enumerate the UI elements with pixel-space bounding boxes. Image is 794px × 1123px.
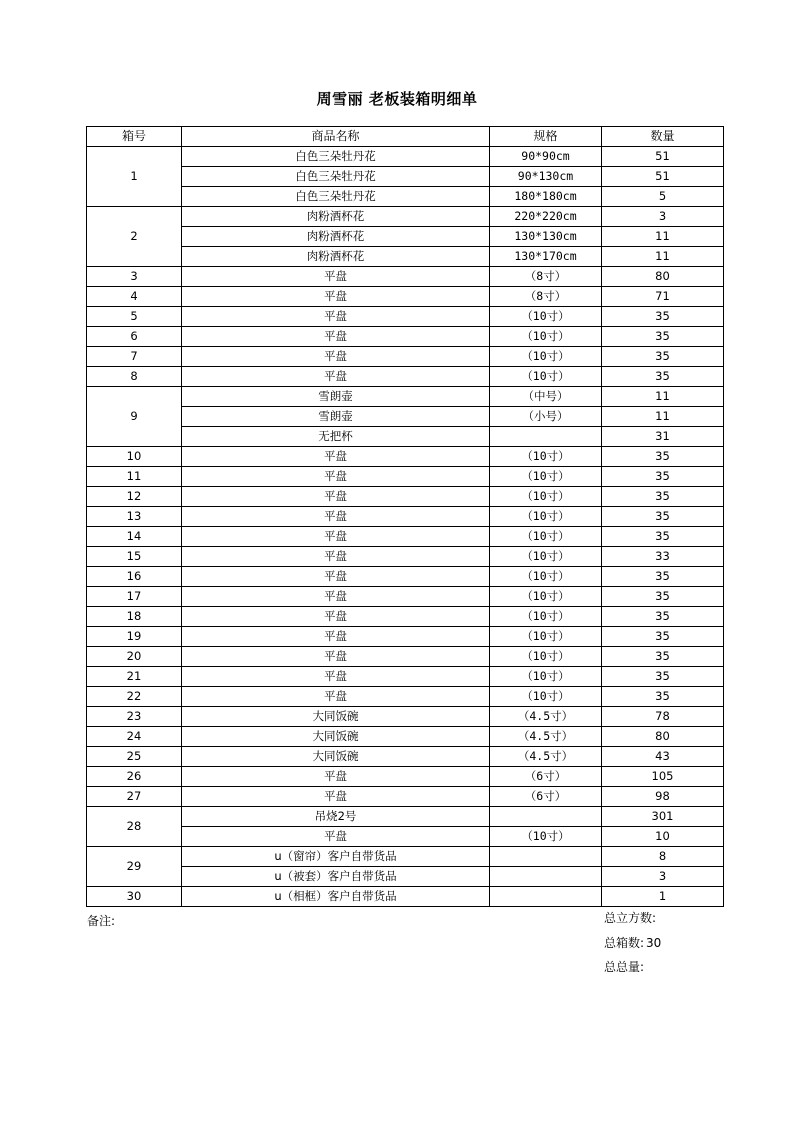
total-boxes-label: 总箱数: [604, 936, 645, 950]
box-number-cell: 4 [87, 287, 182, 307]
box-number-cell: 13 [87, 507, 182, 527]
total-weight-label: 总总量: [604, 960, 645, 974]
total-boxes [604, 934, 661, 951]
packing-table [86, 126, 724, 907]
spec-cell: （10寸） [490, 527, 602, 547]
box-number-cell: 26 [87, 767, 182, 787]
table-row [87, 247, 724, 267]
quantity-cell: 11 [602, 247, 724, 267]
table-row [87, 807, 724, 827]
box-number-cell: 30 [87, 887, 182, 907]
product-name-cell: 平盘 [182, 547, 490, 567]
spec-cell: （10寸） [490, 507, 602, 527]
box-number-cell: 3 [87, 267, 182, 287]
table-row [87, 387, 724, 407]
spec-cell: （10寸） [490, 447, 602, 467]
quantity-cell: 35 [602, 467, 724, 487]
table-row [87, 667, 724, 687]
quantity-cell: 8 [602, 847, 724, 867]
spec-cell: 130*170cm [490, 247, 602, 267]
quantity-cell: 301 [602, 807, 724, 827]
box-number-cell: 28 [87, 807, 182, 847]
box-number-cell: 24 [87, 727, 182, 747]
spec-cell: （10寸） [490, 347, 602, 367]
spec-cell: （10寸） [490, 687, 602, 707]
product-name-cell: 平盘 [182, 667, 490, 687]
box-number-cell: 11 [87, 467, 182, 487]
spec-cell [490, 887, 602, 907]
box-number-cell: 2 [87, 207, 182, 267]
header-product-name: 商品名称 [182, 127, 490, 147]
quantity-cell: 105 [602, 767, 724, 787]
product-name-cell: 平盘 [182, 767, 490, 787]
spec-cell: 220*220cm [490, 207, 602, 227]
quantity-cell: 71 [602, 287, 724, 307]
product-name-cell: 雪朗壶 [182, 407, 490, 427]
spec-cell: （10寸） [490, 667, 602, 687]
table-row [87, 307, 724, 327]
product-name-cell: 平盘 [182, 627, 490, 647]
table-row [87, 527, 724, 547]
quantity-cell: 11 [602, 227, 724, 247]
table-header [87, 127, 724, 147]
table-row [87, 187, 724, 207]
spec-cell: 90*130cm [490, 167, 602, 187]
table-row [87, 367, 724, 387]
table-row [87, 607, 724, 627]
quantity-cell: 35 [602, 627, 724, 647]
quantity-cell: 43 [602, 747, 724, 767]
product-name-cell: 无把杯 [182, 427, 490, 447]
box-number-cell: 20 [87, 647, 182, 667]
quantity-cell: 35 [602, 607, 724, 627]
box-number-cell: 12 [87, 487, 182, 507]
table-row [87, 887, 724, 907]
quantity-cell: 10 [602, 827, 724, 847]
header-box-no: 箱号 [87, 127, 182, 147]
table-row [87, 547, 724, 567]
product-name-cell: 平盘 [182, 347, 490, 367]
box-number-cell: 7 [87, 347, 182, 367]
table-row [87, 867, 724, 887]
spec-cell: （10寸） [490, 567, 602, 587]
product-name-cell: 雪朗壶 [182, 387, 490, 407]
box-number-cell: 14 [87, 527, 182, 547]
quantity-cell: 35 [602, 327, 724, 347]
product-name-cell: 平盘 [182, 687, 490, 707]
spec-cell: （中号） [490, 387, 602, 407]
table-row [87, 487, 724, 507]
table-row [87, 207, 724, 227]
quantity-cell: 35 [602, 687, 724, 707]
box-number-cell: 21 [87, 667, 182, 687]
box-number-cell: 6 [87, 327, 182, 347]
quantity-cell: 3 [602, 867, 724, 887]
product-name-cell: 平盘 [182, 287, 490, 307]
table-row [87, 567, 724, 587]
spec-cell: （10寸） [490, 607, 602, 627]
spec-cell: （10寸） [490, 307, 602, 327]
spec-cell: （8寸） [490, 287, 602, 307]
table-row [87, 827, 724, 847]
header-row [87, 127, 724, 147]
product-name-cell: 白色三朵牡丹花 [182, 167, 490, 187]
quantity-cell: 35 [602, 527, 724, 547]
quantity-cell: 35 [602, 507, 724, 527]
table-row [87, 747, 724, 767]
quantity-cell: 11 [602, 407, 724, 427]
spec-cell: （10寸） [490, 827, 602, 847]
product-name-cell: 平盘 [182, 827, 490, 847]
quantity-cell: 1 [602, 887, 724, 907]
spec-cell: （小号） [490, 407, 602, 427]
box-number-cell: 5 [87, 307, 182, 327]
product-name-cell: 吊烧2号 [182, 807, 490, 827]
spec-cell: （4.5寸） [490, 727, 602, 747]
product-name-cell: 平盘 [182, 487, 490, 507]
box-number-cell: 9 [87, 387, 182, 447]
total-boxes-value: 30 [646, 936, 662, 950]
spec-cell: （10寸） [490, 547, 602, 567]
spec-cell: （8寸） [490, 267, 602, 287]
table-row [87, 347, 724, 367]
table-row [87, 647, 724, 667]
box-number-cell: 19 [87, 627, 182, 647]
quantity-cell: 35 [602, 587, 724, 607]
page-title: 周雪丽 老板装箱明细单 [316, 90, 478, 108]
total-weight [604, 958, 646, 975]
product-name-cell: u（被套）客户自带货品 [182, 867, 490, 887]
table-row [87, 287, 724, 307]
total-volume-label: 总立方数: [604, 911, 657, 925]
box-number-cell: 17 [87, 587, 182, 607]
table-row [87, 787, 724, 807]
product-name-cell: 平盘 [182, 507, 490, 527]
product-name-cell: 平盘 [182, 567, 490, 587]
spec-cell: （10寸） [490, 467, 602, 487]
spec-cell: （6寸） [490, 767, 602, 787]
box-number-cell: 1 [87, 147, 182, 207]
spec-cell: （10寸） [490, 327, 602, 347]
table-body [87, 147, 724, 907]
table-row [87, 267, 724, 287]
table-row [87, 627, 724, 647]
product-name-cell: 平盘 [182, 787, 490, 807]
quantity-cell: 35 [602, 487, 724, 507]
spec-cell: 130*130cm [490, 227, 602, 247]
quantity-cell: 3 [602, 207, 724, 227]
quantity-cell: 35 [602, 647, 724, 667]
product-name-cell: 大同饭碗 [182, 727, 490, 747]
spec-cell [490, 807, 602, 827]
spec-cell: （10寸） [490, 367, 602, 387]
product-name-cell: 肉粉酒杯花 [182, 247, 490, 267]
quantity-cell: 33 [602, 547, 724, 567]
quantity-cell: 51 [602, 147, 724, 167]
spec-cell [490, 427, 602, 447]
spec-cell [490, 847, 602, 867]
spec-cell: 90*90cm [490, 147, 602, 167]
table-row [87, 227, 724, 247]
remarks-label: 备注: [87, 914, 116, 928]
quantity-cell: 11 [602, 387, 724, 407]
table-row [87, 167, 724, 187]
product-name-cell: 肉粉酒杯花 [182, 207, 490, 227]
spec-cell: （10寸） [490, 487, 602, 507]
box-number-cell: 16 [87, 567, 182, 587]
quantity-cell: 35 [602, 567, 724, 587]
product-name-cell: 大同饭碗 [182, 707, 490, 727]
product-name-cell: 平盘 [182, 267, 490, 287]
table-row [87, 447, 724, 467]
quantity-cell: 80 [602, 727, 724, 747]
spec-cell: （10寸） [490, 587, 602, 607]
product-name-cell: u（窗帘）客户自带货品 [182, 847, 490, 867]
table-row [87, 727, 724, 747]
quantity-cell: 35 [602, 667, 724, 687]
table-row [87, 327, 724, 347]
spec-cell: （6寸） [490, 787, 602, 807]
product-name-cell: 白色三朵牡丹花 [182, 147, 490, 167]
box-number-cell: 10 [87, 447, 182, 467]
quantity-cell: 35 [602, 447, 724, 467]
quantity-cell: 80 [602, 267, 724, 287]
table-row [87, 707, 724, 727]
table-row [87, 467, 724, 487]
product-name-cell: 平盘 [182, 587, 490, 607]
product-name-cell: u（相框）客户自带货品 [182, 887, 490, 907]
quantity-cell: 35 [602, 347, 724, 367]
product-name-cell: 平盘 [182, 467, 490, 487]
product-name-cell: 白色三朵牡丹花 [182, 187, 490, 207]
total-volume [604, 909, 658, 926]
spec-cell: （10寸） [490, 627, 602, 647]
box-number-cell: 15 [87, 547, 182, 567]
spec-cell: 180*180cm [490, 187, 602, 207]
product-name-cell: 大同饭碗 [182, 747, 490, 767]
table-row [87, 427, 724, 447]
spec-cell: （4.5寸） [490, 707, 602, 727]
product-name-cell: 平盘 [182, 647, 490, 667]
table-row [87, 507, 724, 527]
product-name-cell: 平盘 [182, 367, 490, 387]
header-spec: 规格 [490, 127, 602, 147]
box-number-cell: 29 [87, 847, 182, 887]
product-name-cell: 平盘 [182, 307, 490, 327]
product-name-cell: 平盘 [182, 327, 490, 347]
quantity-cell: 5 [602, 187, 724, 207]
box-number-cell: 22 [87, 687, 182, 707]
table-row [87, 147, 724, 167]
header-quantity: 数量 [602, 127, 724, 147]
box-number-cell: 8 [87, 367, 182, 387]
box-number-cell: 25 [87, 747, 182, 767]
box-number-cell: 27 [87, 787, 182, 807]
quantity-cell: 35 [602, 367, 724, 387]
table-row [87, 587, 724, 607]
quantity-cell: 31 [602, 427, 724, 447]
spec-cell [490, 867, 602, 887]
box-number-cell: 18 [87, 607, 182, 627]
table-row [87, 407, 724, 427]
table-row [87, 767, 724, 787]
spec-cell: （4.5寸） [490, 747, 602, 767]
box-number-cell: 23 [87, 707, 182, 727]
product-name-cell: 平盘 [182, 447, 490, 467]
product-name-cell: 平盘 [182, 527, 490, 547]
quantity-cell: 98 [602, 787, 724, 807]
table-row [87, 847, 724, 867]
quantity-cell: 51 [602, 167, 724, 187]
table-row [87, 687, 724, 707]
quantity-cell: 35 [602, 307, 724, 327]
spec-cell: （10寸） [490, 647, 602, 667]
product-name-cell: 平盘 [182, 607, 490, 627]
quantity-cell: 78 [602, 707, 724, 727]
product-name-cell: 肉粉酒杯花 [182, 227, 490, 247]
